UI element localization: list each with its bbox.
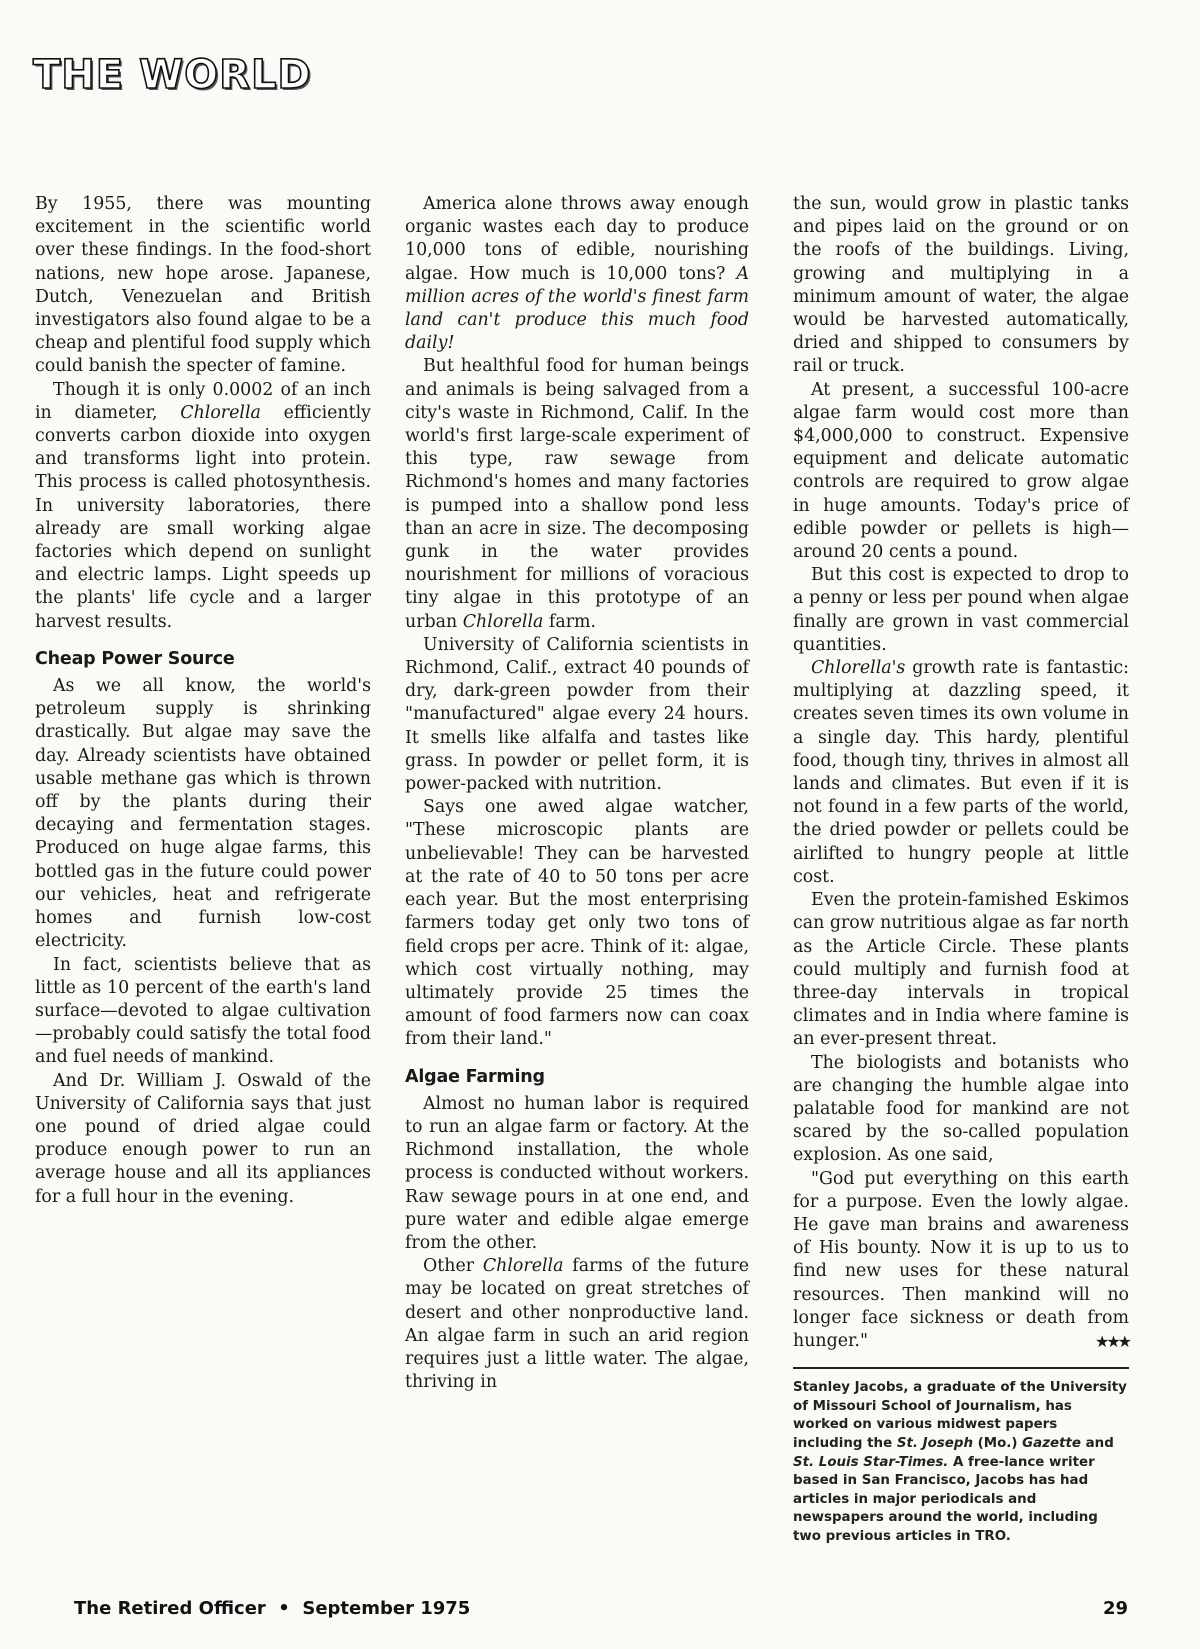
paragraph: In fact, scientists believe that as little as 10 percent of the earth's land surface—devoted to algae cultivation—probably could satisfy the total food and fuel needs of mankind. xyxy=(35,954,371,1068)
paragraph: America alone throws away enough organic wastes each day to produce 10,000 tons of edible, nourishing algae. How much is 10,000 tons? A million acres of the world's finest farm land can't produce this much food daily! xyxy=(405,194,749,354)
paragraph: Other Chlorella farms of the future may be located on great stretches of desert and other nonproductive land. An algae farm in such an arid region requires just a little water. The algae, thriving in xyxy=(405,1256,749,1393)
paragraph: As we all know, the world's petroleum supply is shrinking drastically. But algae may save the day. Already scientists have obtained usable methane gas which is thrown off by the plants during their decaying and fermentation stages. Produced on huge algae farms, this bottled gas in the future could power our vehicles, heat and refrigerate homes and furnish low-cost electricity. xyxy=(35,676,371,952)
divider xyxy=(793,1367,1129,1369)
paragraph: But healthful food for human beings and animals is being salvaged from a city's waste in Richmond, Calif. In the world's first large-scale experiment of this type, raw sewage from Richmond's homes and many factories is pumped into a shallow pond less than an acre in size. The decomposing gunk in the water provides nourishment for millions of voracious tiny algae in this prototype of an urban Chlorella farm. xyxy=(405,356,749,632)
paragraph: But this cost is expected to drop to a penny or less per pound when algae finally are grown in vast commercial quantities. xyxy=(793,565,1129,655)
paragraph: Almost no human labor is required to run an algae farm or factory. At the Richmond installation, the whole process is conducted without workers. Raw sewage pours in at one end, and pure water and edible algae emerge from the other. xyxy=(405,1093,749,1253)
article-column-1 xyxy=(35,193,371,1209)
paragraph: "God put everything on this earth for a purpose. Even the lowly algae. He gave man brains and awareness of His bounty. Now it is up to us to find new uses for these natural resources. Then mankind will no longer face sickness or death from hunger." ★★★ xyxy=(793,1168,1129,1354)
article-column-3 xyxy=(793,193,1129,1547)
section-banner: THE WORLD xyxy=(33,52,312,98)
paragraph: Chlorella's growth rate is fantastic: multiplying at dazzling speed, it creates seven times its own volume in a single day. This hardy, plentiful food, though tiny, thrives in almost all lands and climates. But even if it is not found in a few parts of the world, the dried powder or pellets could be airlifted to hungry people at little cost. xyxy=(793,658,1129,887)
end-mark-icon: ★★★ xyxy=(1094,1331,1129,1351)
section-heading: Cheap Power Source xyxy=(35,648,235,669)
paragraph: University of California scientists in Richmond, Calif., extract 40 pounds of dry, dark-green powder from their "manufactured" algae every 24 hours. It smells like alfalfa and tastes like grass. In powder or pellet form, it is power-packed with nutrition. xyxy=(405,634,749,795)
article-column-2 xyxy=(405,193,749,1394)
paragraph: Says one awed algae watcher, "These microscopic plants are unbelievable! They can be harvested at the rate of 40 to 50 tons per acre each year. But the most enterprising farmers today get only two tons of field crops per acre. Think of it: algae, which cost virtually nothing, may ultimately provide 25 times the amount of food farmers now can coax from their land." xyxy=(405,797,749,1050)
paragraph: And Dr. William J. Oswald of the University of California says that just one pound of dried algae could produce enough power to run an average house and all its appliances for a full hour in the evening. xyxy=(35,1070,371,1207)
paragraph: At present, a successful 100-acre algae farm would cost more than $4,000,000 to construct. Expensive equipment and delicate automatic controls are required to grow algae in huge amounts. Today's price of edible powder or pellets is high—around 20 cents a pound. xyxy=(793,379,1129,563)
paragraph: Even the protein-famished Eskimos can grow nutritious algae as far north as the Article Circle. These plants could multiply and furnish food at three-day intervals in tropical climates and in India where famine is an ever-present threat. xyxy=(793,890,1129,1050)
publication-line: The Retired Officer • September 1975 xyxy=(74,1598,471,1619)
page-number: 29 xyxy=(1102,1598,1128,1619)
paragraph: The biologists and botanists who are changing the humble algae into palatable food for mankind are not scared by the so-called population explosion. As one said, xyxy=(793,1052,1129,1166)
paragraph: the sun, would grow in plastic tanks and pipes laid on the ground or on the roofs of the buildings. Living, growing and multiplying in a minimum amount of water, the algae would be harvested automatically, dried and shipped to consumers by rail or truck. xyxy=(793,194,1129,377)
paragraph: By 1955, there was mounting excitement in the scientific world over these findings. In the food-short nations, new hope arose. Japanese, Dutch, Venezuelan and British investigators also found algae to be a cheap and plentiful food supply which could banish the specter of famine. xyxy=(35,194,371,377)
author-bio: Stanley Jacobs, a graduate of the University of Missouri School of Journalism, has worked on various midwest papers including the St. Joseph (Mo.) Gazette and St. Louis Star-Times. A free-lance writer based in San Francisco, Jacobs has had articles in major periodicals and newspapers around the world, including two previous articles in TRO. xyxy=(793,1380,1127,1544)
section-heading: Algae Farming xyxy=(405,1066,545,1087)
paragraph: Though it is only 0.0002 of an inch in diameter, Chlorella efficiently converts carbon dioxide into oxygen and transforms light into protein. This process is called photosynthesis. In university laboratories, there already are small working algae factories which depend on sunlight and electric lamps. Light speeds up the plants' life cycle and a larger harvest results. xyxy=(35,379,372,632)
